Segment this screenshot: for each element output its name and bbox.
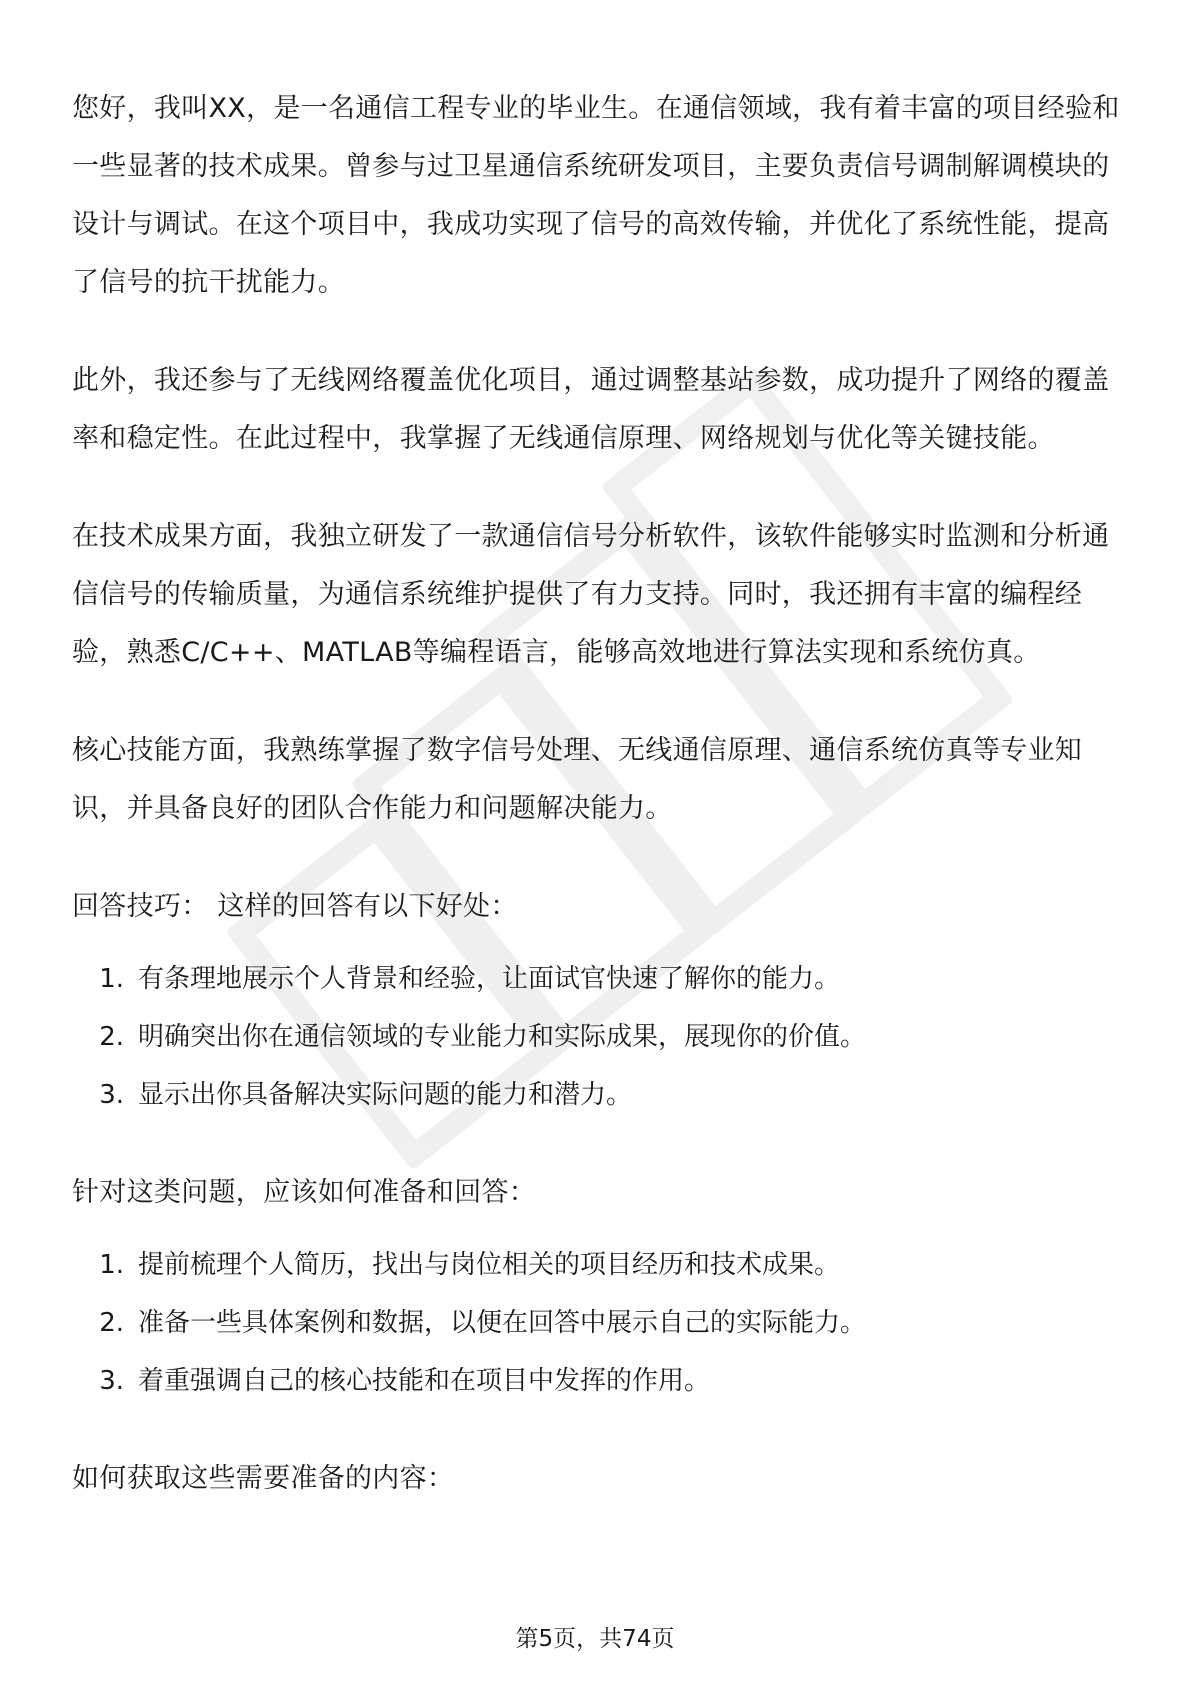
- tips-list: [72, 950, 1122, 1124]
- list-number: 1.: [99, 964, 124, 994]
- document-body: [72, 80, 1122, 1548]
- list-text: 提前梳理个人简历，找出与岗位相关的项目经历和技术成果。: [138, 1250, 841, 1280]
- page-footer: 第5页，共74页: [515, 1626, 675, 1652]
- tips-heading: 回答技巧： 这样的回答有以下好处：: [72, 891, 518, 922]
- paragraph-wireless: 此外，我还参与了无线网络覆盖优化项目，通过调整基站参数，成功提升了网络的覆盖率和稳定性。在此过程中，我掌握了无线通信原理、网络规划与优化等关键技能。: [72, 365, 1110, 454]
- list-item: [72, 1352, 1122, 1410]
- paragraph-skills: 核心技能方面，我熟练掌握了数字信号处理、无线通信原理、通信系统仿真等专业知识，并具备良好的团队合作能力和问题解决能力。: [72, 735, 1083, 824]
- list-item: [72, 1008, 1122, 1066]
- list-number: 2.: [99, 1022, 124, 1052]
- paragraph-achievements: 在技术成果方面，我独立研发了一款通信信号分析软件，该软件能够实时监测和分析通信信号的传输质量，为通信系统维护提供了有力支持。同时，我还拥有丰富的编程经验，熟悉C/C++、MATLAB等编程语言，能够高效地进行算法实现和系统仿真。: [72, 521, 1110, 668]
- paragraph-intro: 您好，我叫XX，是一名通信工程专业的毕业生。在通信领域，我有着丰富的项目经验和一些显著的技术成果。曾参与过卫星通信系统研发项目，主要负责信号调制解调模块的设计与调试。在这个项目中，我成功实现了信号的高效传输，并优化了系统性能，提高了信号的抗干扰能力。: [72, 93, 1120, 298]
- list-number: 2.: [99, 1308, 124, 1338]
- list-item: [72, 1066, 1122, 1124]
- list-item: [72, 1236, 1122, 1294]
- list-text: 显示出你具备解决实际问题的能力和潜力。: [138, 1080, 633, 1110]
- list-number: 3.: [99, 1366, 124, 1396]
- list-text: 明确突出你在通信领域的专业能力和实际成果，展现你的价值。: [138, 1022, 867, 1052]
- prepare-heading: 针对这类问题，应该如何准备和回答：: [72, 1177, 537, 1208]
- list-text: 有条理地展示个人背景和经验，让面试官快速了解你的能力。: [138, 964, 841, 994]
- list-text: 准备一些具体案例和数据，以便在回答中展示自己的实际能力。: [138, 1308, 867, 1338]
- list-number: 1.: [99, 1250, 124, 1280]
- list-item: [72, 950, 1122, 1008]
- obtain-heading: 如何获取这些需要准备的内容：: [72, 1463, 455, 1494]
- prepare-list: [72, 1236, 1122, 1410]
- list-number: 3.: [99, 1080, 124, 1110]
- list-item: [72, 1294, 1122, 1352]
- list-text: 着重强调自己的核心技能和在项目中发挥的作用。: [138, 1366, 711, 1396]
